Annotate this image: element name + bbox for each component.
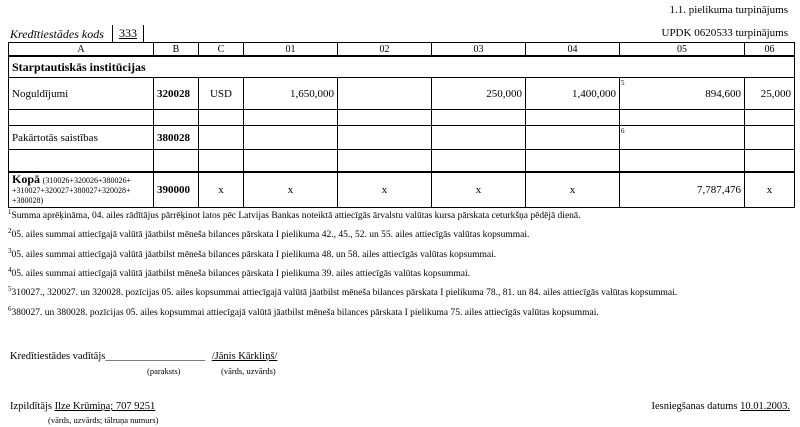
row-label: Pakārtotās saistības [9, 126, 154, 150]
table-row [9, 150, 795, 172]
table-row [9, 126, 795, 150]
footnote: $^2$05. ailes summai attiecīgajā valūtā jāatbilst mēneša bilances pārskata I pielikuma 42., 45., 52. un 55. ailes attiecīgās valūtas kopsummai. [8, 227, 530, 241]
table-row [9, 110, 795, 126]
executor-caption: (vārds, uzvārds; tālruņa numurs) [48, 415, 159, 425]
name-caption: (vārds, uzvārds) [221, 366, 276, 376]
date-label: Iesniegšanas datums [651, 401, 738, 412]
annex-title: 1.1. pielikuma turpinājums [669, 4, 788, 16]
row-currency: USD [199, 78, 244, 110]
cell-06: x [745, 172, 795, 208]
col-header: 04 [526, 43, 620, 57]
cell-01: 1,650,000 [244, 78, 338, 110]
cell-06: 25,000 [745, 78, 795, 110]
col-header: A [9, 43, 154, 57]
footnote: $^3$05. ailes summai attiecīgajā valūtā jāatbilst mēneša bilances pārskata I pielikuma 48. un 58. ailes attiecīgās valūtas kopsummai. [8, 246, 497, 260]
row-code: 380028 [154, 126, 199, 150]
footnote: $^6$380027. un 380028. pozīcijas 05. ailes kopsummai attiecīgajā valūtā jāatbilst mēneša bilances pārskata I pielikuma 75. ailes attiecīgās valūtas kopsummai. [8, 304, 599, 318]
col-header: 05 [620, 43, 745, 57]
cell-02: x [338, 172, 432, 208]
updk-code: UPDK 0620533 turpinājums [661, 27, 788, 39]
row-currency: x [199, 172, 244, 208]
cell-01: x [244, 172, 338, 208]
cell-04: x [526, 172, 620, 208]
bank-code-label: Kredītiestādes kods [10, 27, 104, 41]
cell-05 [620, 78, 745, 110]
signature-blank: ___________________ [105, 351, 206, 362]
col-header: 01 [244, 43, 338, 57]
total-formula: (310026+320026+380026+ +310027+320027+380027+320028+ +380028) [12, 176, 131, 206]
submission-date-line [651, 401, 790, 412]
executor-value: Ilze Krūmiņa; 707 9251 [54, 401, 156, 412]
col-header: 02 [338, 43, 432, 57]
table-row [9, 78, 795, 110]
cell-03: x [432, 172, 526, 208]
footnote: $^1$Summa aprēķināma, 04. ailes rādītājus pārrēķinot latos pēc Latvijas Bankas noteiktā attiecīgās ārvalstu valūtas kursa pārskata ceturkšņa pēdējā dienā. [8, 208, 581, 222]
col-header: 03 [432, 43, 526, 57]
footnotes [8, 205, 677, 321]
head-signature-line [10, 351, 277, 362]
executor-line [10, 401, 155, 412]
bank-code-value: 333 [112, 25, 144, 42]
footnote-marker: 6 [621, 127, 625, 135]
total-label-cell [9, 172, 154, 208]
row-code: 320028 [154, 78, 199, 110]
cell-05 [620, 126, 745, 150]
cell-02 [338, 78, 432, 110]
row-label: Noguldījumi [9, 78, 154, 110]
cell-05: 7,787,476 [620, 172, 745, 208]
row-code: 390000 [154, 172, 199, 208]
total-label: Kopā [12, 172, 41, 187]
head-label: Kredītiestādes vadītājs [10, 351, 106, 362]
date-value: 10.01.2003. [740, 401, 790, 412]
section-row [9, 56, 795, 78]
cell-04: 1,400,000 [526, 78, 620, 110]
column-header-row [9, 43, 795, 57]
footnote: $^5$310027., 320027. un 320028. pozīcijas 05. ailes kopsummai attiecīgajā valūtā jāatbilst mēneša bilances pārskata I pielikuma 78., 81. un 84. ailes attiecīgās valūtas kopsummai. [8, 285, 678, 299]
report-table [8, 42, 795, 208]
footnote: $^4$05. ailes summai attiecīgajā valūtā jāatbilst mēneša bilances pārskata I pielikuma 39. ailes attiecīgās valūtas kopsummai. [8, 266, 470, 280]
section-title: Starptautiskās institūcijas [9, 56, 795, 78]
footnote-marker: 5 [621, 79, 625, 87]
executor-label: Izpildītājs [10, 401, 52, 412]
cell-03: 250,000 [432, 78, 526, 110]
col-header: 06 [745, 43, 795, 57]
cell-05-value: 894,600 [705, 87, 741, 100]
signature-caption: (paraksts) [147, 366, 181, 376]
col-header: B [154, 43, 199, 57]
total-row [9, 172, 795, 208]
col-header: C [199, 43, 244, 57]
head-name: /Jānis Kārkliņš/ [211, 351, 278, 362]
